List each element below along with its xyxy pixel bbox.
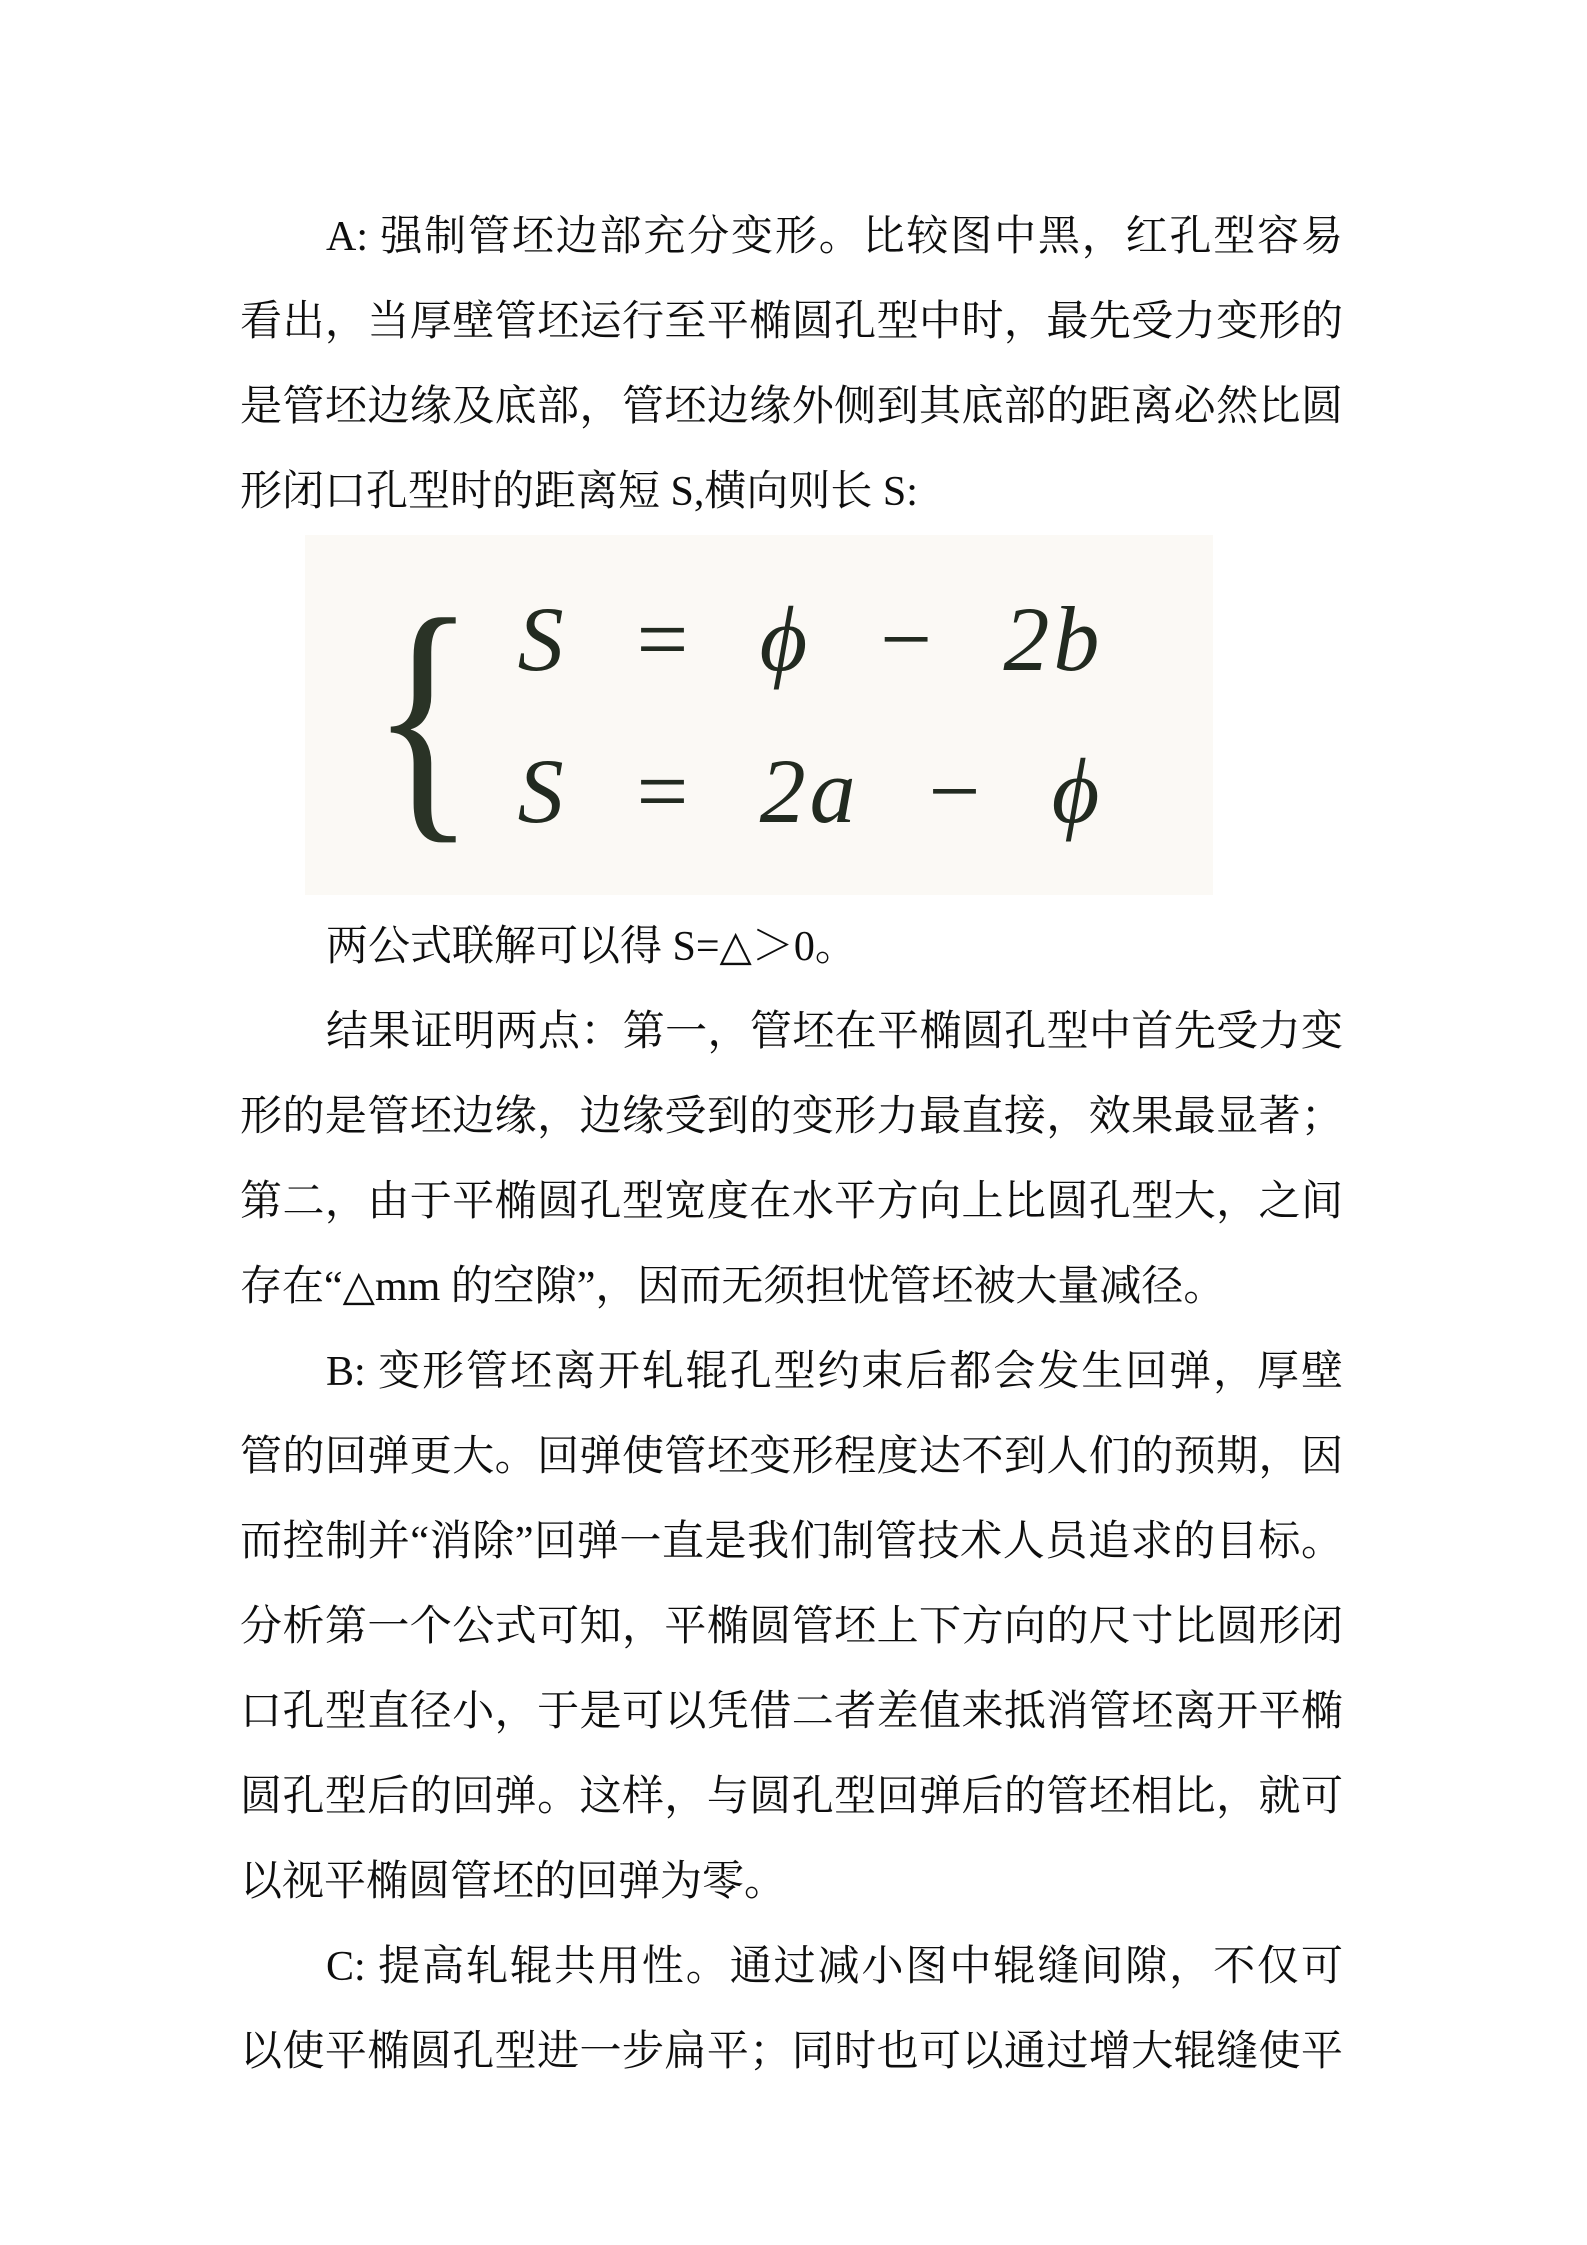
text-line: 分析第一个公式可知，平椭圆管坯上下方向的尺寸比圆形闭 xyxy=(240,1604,1343,1650)
text-line: 看出，当厚壁管坯运行至平椭圆孔型中时，最先受力变形的 xyxy=(240,299,1343,345)
text-line: 以使平椭圆孔型进一步扁平；同时也可以通过增大辊缝使平 xyxy=(240,2029,1343,2075)
text-line: 两公式联解可以得 S=△＞0。 xyxy=(326,924,857,970)
text-line: 结果证明两点：第一，管坯在平椭圆孔型中首先受力变 xyxy=(326,1009,1343,1055)
text-line: 形闭口孔型时的距离短 S,横向则长 S: xyxy=(240,469,918,515)
text-line: 形的是管坯边缘，边缘受到的变形力最直接，效果最显著； xyxy=(240,1094,1343,1140)
text-line: C: 提高轧辊共用性。通过减小图中辊缝间隙，不仅可 xyxy=(326,1944,1343,1990)
left-brace-glyph: { xyxy=(371,564,476,865)
text-line: 存在“△mm 的空隙”，因而无须担忧管坯被大量减径。 xyxy=(240,1264,1226,1310)
text-line: 而控制并“消除”回弹一直是我们制管技术人员追求的目标。 xyxy=(240,1519,1343,1565)
text-line: 第二，由于平椭圆孔型宽度在水平方向上比圆孔型大，之间 xyxy=(240,1179,1343,1225)
formula-rows xyxy=(517,588,1104,842)
text-line: 管的回弹更大。回弹使管坯变形程度达不到人们的预期，因 xyxy=(240,1434,1343,1480)
text-line: 圆孔型后的回弹。这样，与圆孔型回弹后的管坯相比，就可 xyxy=(240,1774,1343,1820)
text-line: A: 强制管坯边部充分变形。比较图中黑，红孔型容易 xyxy=(326,214,1343,260)
text-line: 以视平椭圆管坯的回弹为零。 xyxy=(240,1859,787,1905)
formula-image xyxy=(305,535,1213,895)
formula-row-1: S = ϕ − 2b xyxy=(517,588,1104,690)
text-line: B: 变形管坯离开轧辊孔型约束后都会发生回弹，厚壁 xyxy=(326,1349,1343,1395)
text-content xyxy=(240,195,1343,2095)
paragraph-block-top xyxy=(240,195,1343,535)
paragraph-block-bottom xyxy=(240,905,1343,2095)
text-line: 口孔型直径小，于是可以凭借二者差值来抵消管坯离开平椭 xyxy=(240,1689,1343,1735)
text-line: 是管坯边缘及底部，管坯边缘外侧到其底部的距离必然比圆 xyxy=(240,384,1343,430)
formula-row-2: S = 2a − ϕ xyxy=(517,740,1104,842)
